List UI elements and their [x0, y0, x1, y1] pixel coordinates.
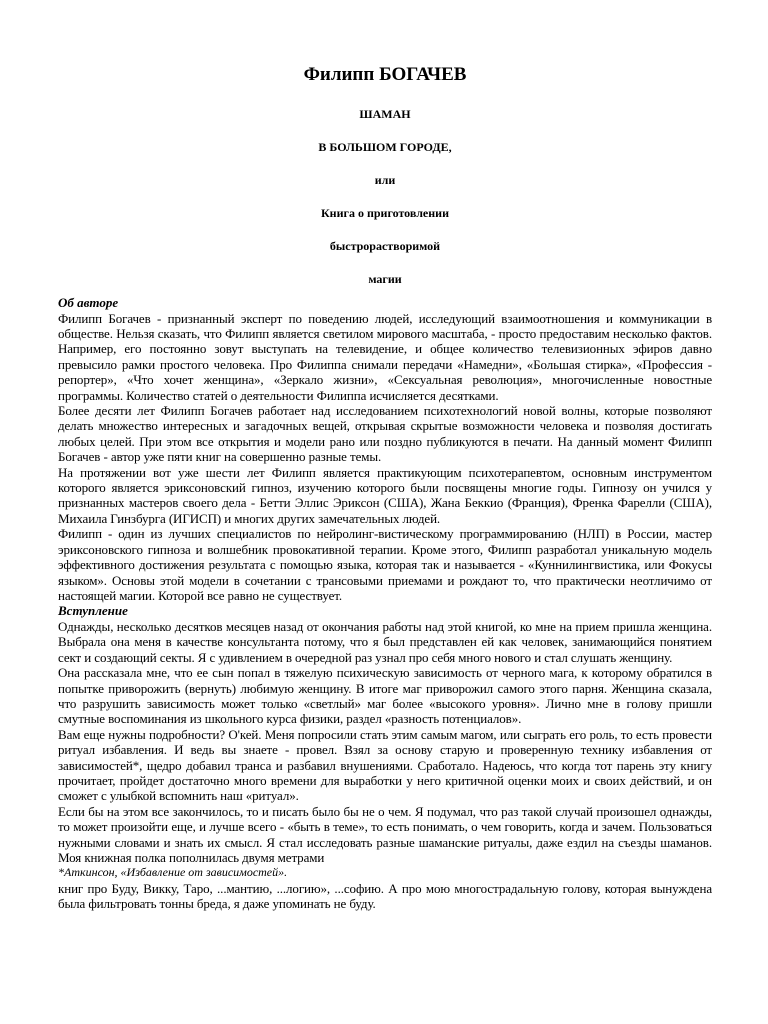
about-paragraph: Филипп Богачев - признанный эксперт по поведению людей, исследующий взаимоотношения и коммуникации в обществе. Нельзя сказать, что Филипп является светилом мирового масштаба, - просто предоставим несколько фактов. Например, его постоянно зовут выступать на телевидение, и общее количество телевизионных эфиров давно превысило рамки простого человека. Про Филиппа снимали передачи «Намедни», «Большая стирка», «Профессия - репортер», «Что хочет женщина», «Зеркало жизни», «Сексуальная революция», многочисленные новостные программы. Количество статей о деятельности Филиппа исчисляется десятками.	[58, 310, 712, 403]
footnote: *Аткинсон, «Избавление от зависимостей».	[58, 865, 288, 880]
subtitle-shaman: ШАМАН	[359, 107, 411, 121]
about-paragraph: Более десяти лет Филипп Богачев работает над исследованием психотехнологий новой волны, которые позволяют делать множество интересных и загадочных вещей, открывая скрытые возможности человека и позволяя достигать любых целей. При этом все открытия и модели рано или поздно публикуются в печати. На данный момент Филипп Богачев - автор уже пяти книг на совершенно разные темы.	[58, 403, 712, 465]
closing-paragraph: книг про Буду, Викку, Таро, ...мантию, ...логию», ...софию. А про мою многострадальную голову, которая вынуждена была фильтровать тонны бреда, я даже упоминать не буду.	[58, 880, 712, 912]
author-title: Филипп БОГАЧЕВ	[303, 64, 467, 85]
subtitle-magic: магии	[368, 272, 402, 286]
intro-heading: Вступление	[58, 603, 128, 619]
about-paragraph: На протяжении вот уже шести лет Филипп является практикующим психотерапевтом, основным инструментом которого является эриксоновский гипноз, изучению которого были посвящены многие годы. Гипнозу он учился у признанных мастеров своего дела - Бетти Эллис Эриксон (США), Жана Беккио (Франция), Френка Фарелли (США), Михаила Гинзбурга (ИГИСП) и многих других замечательных людей.	[58, 464, 712, 526]
subtitle-book-about: Книга о приготовлении	[320, 206, 450, 220]
subtitle-or: или	[374, 173, 396, 187]
subtitle-instant: быстрорастворимой	[329, 239, 441, 253]
about-heading: Об авторе	[58, 295, 119, 310]
subtitle-big-city: В БОЛЬШОМ ГОРОДЕ,	[318, 140, 452, 154]
document-page	[58, 62, 712, 912]
about-paragraph: Филипп - один из лучших специалистов по нейролинг-вистическому программированию (НЛП) в России, мастер эриксоновского гипноза и волшебник провокативной терапии. Кроме этого, Филипп разработал уникальную модель эффективного достижения результата с помощью языка, которая так и называется - «Куннилингвистика, или Фокусы языком». Основы этой модели в сочетании с трансовыми приемами и рождают то, что практически неотличимо от настоящей магии. Которой все равно не существует.	[58, 526, 712, 603]
intro-paragraph: Она рассказала мне, что ее сын попал в тяжелую психическую зависимость от черного мага, к которому обратился в попытке приворожить (вернуть) любимую женщину. В итоге маг приворожил самого этого парня. Женщина сказала, что разрушить зависимость может только «светлый» маг более «высокого уровня». Лично мне в голову пришли смутные воспоминания из школьного курса физики, раздел «разность потенциалов».	[58, 665, 712, 727]
intro-paragraph: Однажды, несколько десятков месяцев назад от окончания работы над этой книгой, ко мне на прием пришла женщина. Выбрала она меня в качестве консультанта потому, что я был представлен ей как человек, занимающийся понятием сект и создающий секты. Я с удивлением в очередной раз узнал про себя много нового и стал слушать женщину.	[58, 618, 712, 665]
intro-paragraph: Вам еще нужны подробности? О'кей. Меня попросили стать этим самым магом, или сыграть его роль, то есть провести ритуал избавления. И ведь вы знаете - провел. Взял за основу старую и проверенную технику избавления от зависимостей*, щедро добавил транса и разбавил внушениями. Сработало. Надеюсь, что когда тот парень эту книгу прочитает, пройдет достаточно много времени для выработки у него критичной оценки моих и своих действий, и он сможет с улыбкой вспомнить наш «ритуал».	[58, 726, 712, 804]
intro-paragraph: Если бы на этом все закончилось, то и писать было бы не о чем. Я подумал, что раз такой случай произошел однажды, то может произойти еще, и лучше всего - «быть в теме», то есть понимать, о чем говорить, когда и зачем. Пользоваться нужными словами и знать их смысл. Я стал исследовать разные шаманские ритуалы, даже ездил на съезды шаманов. Моя книжная полка пополнилась двумя метрами	[58, 803, 712, 865]
